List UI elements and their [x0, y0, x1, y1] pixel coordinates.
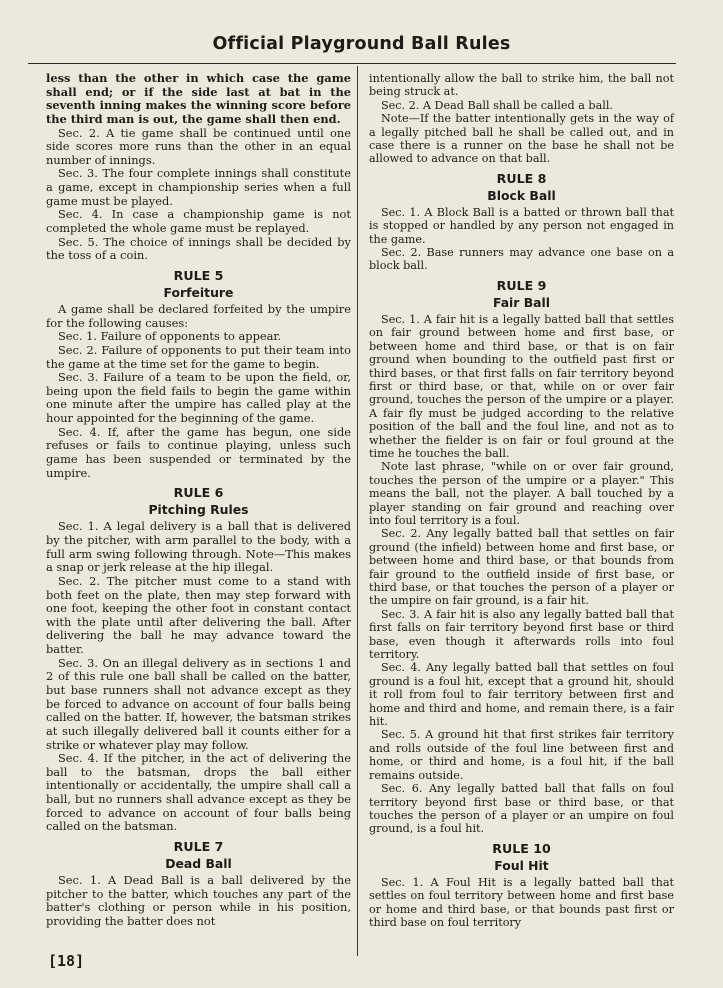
rule-title: Dead Ball — [165, 856, 232, 872]
right-column — [369, 72, 674, 929]
paragraph: Sec. 2. Failure of opponents to put their team into the game at the time set for the game to begin. — [46, 342, 351, 371]
paragraph: Sec. 1. A fair hit is a legally batted ball that settles on fair ground between home and first base, or between home and third base, or that is on fair ground when bounding to the outfield past first or third bases, or that first falls on fair territory beyond first or third base, or that, while on or over fair ground, touches the person of the umpire or a player. A fair fly must be judged according to the relative position of the ball and the foul line, and not as to whether the fielder is on fair or foul ground at the time he touches the ball. — [369, 312, 674, 460]
paragraph: Sec. 1. A legal delivery is a ball that is delivered by the pitcher, with arm parallel to the body, with a full arm swing following through. Note—This makes a snap or jerk release at the hip illegal. — [46, 519, 351, 575]
rule-heading: RULE 9 — [496, 277, 547, 293]
paragraph: Sec. 1. A Dead Ball is a ball delivered by the pitcher to the batter, which touches any part of the batter's clothing or person while in his position, providing the batter does not — [46, 873, 351, 928]
paragraph: Sec. 3. The four complete innings shall constitute a game, except in championship series when a full game must be played. — [46, 166, 351, 208]
paragraph: Sec. 1. A Foul Hit is a legally batted ball that settles on foul territory between home and first base or home and third base, or that bounds past first or third base on foul territory — [369, 875, 674, 929]
paragraph: A game shall be declared forfeited by the umpire for the following causes: — [46, 301, 351, 330]
rule-title: Foul Hit — [494, 857, 549, 873]
paragraph: Sec. 5. The choice of innings shall be decided by the toss of a coin. — [46, 234, 351, 263]
column-divider — [357, 66, 358, 956]
paragraph: Sec. 2. A Dead Ball shall be called a ball. — [381, 98, 613, 112]
rule-title: Fair Ball — [492, 294, 551, 310]
rule-heading: RULE 6 — [173, 485, 224, 501]
rule-title: Forfeiture — [163, 284, 234, 300]
left-column — [46, 72, 351, 929]
paragraph: Sec. 2. The pitcher must come to a stand with both feet on the plate, then may step forward with one foot, keeping the other foot in constant contact with the plate until after delivering the ball. After delivering the ball he may advance toward the batter. — [46, 573, 351, 657]
paragraph: Sec. 5. A ground hit that first strikes fair territory and rolls outside of the foul line between first and home, or third and home, is a foul hit, if the ball remains outside. — [369, 728, 674, 782]
paragraph: less than the other in which case the game shall end; or if the side last at bat in the seventh inning makes the winning score before the third man is out, the game shall then end. — [46, 71, 351, 126]
paragraph: Sec. 1. Failure of opponents to appear. — [58, 329, 282, 344]
paragraph: Sec. 3. Failure of a team to be upon the field, or, being upon the field fails to begin the game within one minute after the umpire has called play at the hour appointed for the beginning of the game. — [46, 370, 351, 426]
rule-heading: RULE 7 — [173, 839, 224, 855]
paragraph: Sec. 1. A Block Ball is a batted or thrown ball that is stopped or handled by any person not engaged in the game. — [369, 205, 674, 246]
rule-title: Pitching Rules — [148, 502, 249, 518]
paragraph: Note last phrase, "while on or over fair ground, touches the person of the umpire or a player." This means the ball, not the player. A ball touched by a player standing on fair ground and reaching over into foul territory is a foul. — [369, 460, 674, 527]
rule-heading: RULE 5 — [173, 267, 224, 283]
paragraph: Sec. 2. A tie game shall be continued until one side scores more runs than the other in an equal number of innings. — [46, 125, 351, 167]
paragraph: Sec. 6. Any legally batted ball that falls on foul territory beyond first base or third base, or that touches the person of a player or an umpire on foul ground, is a foul hit. — [369, 782, 674, 836]
rule-heading: RULE 10 — [492, 840, 551, 856]
page-header-title: Official Playground Ball Rules — [212, 34, 511, 54]
paragraph: Sec. 3. A fair hit is also any legally batted ball that first falls on fair territory beyond first base or third base, even though it afterwards rolls into foul territory. — [369, 607, 674, 662]
paragraph: Sec. 4. Any legally batted ball that settles on foul ground is a foul hit, except that a ground hit, should it roll from foul to fair territory between first and home and third and home, and remain there, is a fair hit. — [369, 661, 674, 729]
header-rule-line — [28, 63, 676, 64]
page-number: [18] — [48, 952, 85, 970]
rule-heading: RULE 8 — [496, 170, 547, 186]
paragraph: Sec. 4. If the pitcher, in the act of delivering the ball to the batsman, drops the ball either intentionally or accidentally, the umpire shall call a ball, but no runners shall advance except as they be forced to advance on account of four balls being called on the batsman. — [46, 751, 351, 834]
paragraph: Sec. 2. Any legally batted ball that settles on fair ground (the infield) between home and first base, or between home and third base, or that bounds from fair ground to the outfield inside of first base, or third base, or that touches the person of a player or the umpire on fair ground, is a fair hit. — [369, 527, 674, 608]
paragraph: Sec. 3. On an illegal delivery as in sections 1 and 2 of this rule one ball shall be called on the batter, but base runners shall not advance except as they be forced to advance on account of four balls being called on the batter. If, however, the batsman strikes at such illegally delivered ball it counts either for a strike or whatever play may follow. — [46, 655, 351, 752]
paragraph: Sec. 4. If, after the game has begun, one side refuses or fails to continue playing, unless such game has been suspended or terminated by the umpire. — [46, 424, 351, 480]
rule-title: Block Ball — [487, 187, 556, 203]
paragraph: Sec. 4. In case a championship game is not completed the whole game must be replayed. — [46, 207, 351, 236]
paragraph: Sec. 2. Base runners may advance one base on a block ball. — [369, 246, 674, 273]
paragraph: Note—If the batter intentionally gets in the way of a legally pitched ball he shall be called out, and in case there is a runner on the base he shall not be allowed to advance on that ball. — [369, 112, 674, 166]
paragraph: intentionally allow the ball to strike him, the ball not being struck at. — [369, 72, 674, 99]
